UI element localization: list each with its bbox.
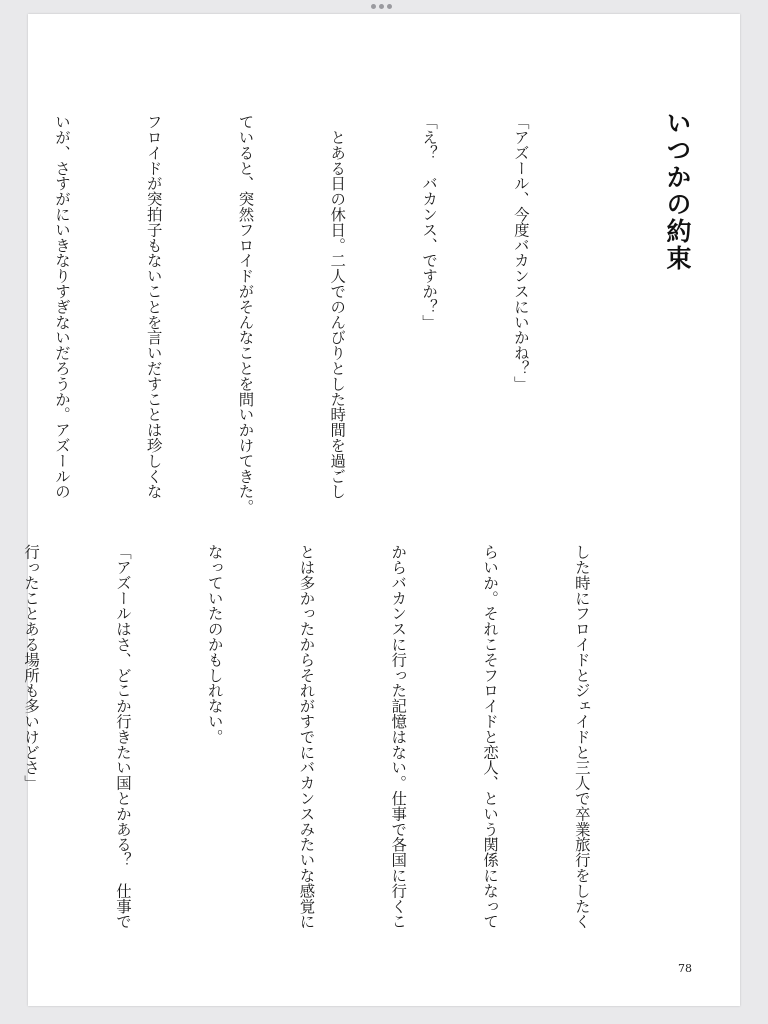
text-line: 「え？ バカンス、ですか？」 bbox=[420, 114, 439, 330]
text-line: なっていたのかもしれない。 bbox=[205, 544, 224, 745]
text-line: フロイドが突拍子もないことを言いだすことは珍しくな bbox=[144, 114, 163, 499]
text-line: いが、さすがにいきなりすぎないだろうか。アズールの bbox=[52, 114, 71, 499]
text-line: とは多かったからそれがすでにバカンスみたいな感覚に bbox=[297, 544, 316, 929]
text-line: ていると、突然フロイドがそんなことを問いかけてきた。 bbox=[236, 114, 255, 515]
text-line: した時にフロイドとジェイドと三人で卒業旅行をしたく bbox=[572, 544, 591, 929]
page-number: 78 bbox=[678, 962, 692, 975]
handle-dot bbox=[371, 4, 376, 9]
text-line: 「アズールはさ、どこか行きたい国とかある？ 仕事で bbox=[113, 544, 132, 929]
handle-dot bbox=[379, 4, 384, 9]
text-line: らいか。それこそフロイドと恋人、という関係になって bbox=[481, 544, 500, 929]
chapter-title: いつかの約束 bbox=[663, 110, 692, 272]
text-line: 「アズール、今度バカンスにいかね？」 bbox=[511, 114, 530, 392]
bottom-text-block bbox=[0, 544, 658, 934]
text-line: 行ったことある場所も多いけどさ」 bbox=[22, 544, 41, 791]
text-line: とある日の休日。二人でのんびりとした時間を過ごし bbox=[328, 114, 347, 499]
top-text-block bbox=[0, 114, 597, 515]
handle-dot bbox=[387, 4, 392, 9]
window-drag-handle[interactable] bbox=[371, 4, 392, 9]
book-page bbox=[22, 14, 740, 1006]
text-line: からバカンスに行った記憶はない。仕事で各国に行くこ bbox=[389, 544, 408, 929]
